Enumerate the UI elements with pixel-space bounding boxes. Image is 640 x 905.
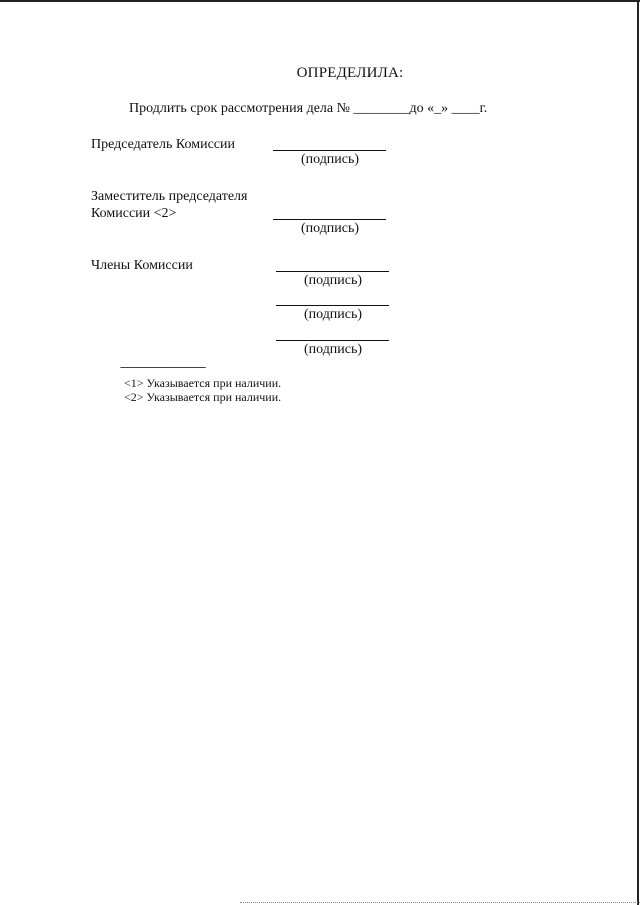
- deputy-label-line1: Заместитель председателя: [91, 189, 248, 204]
- member-2-signature-line: [276, 305, 389, 306]
- footnote-divider: --------------------------------: [120, 361, 206, 373]
- member-1-signature-caption: (подпись): [303, 273, 363, 288]
- chairman-label: Председатель Комиссии: [91, 137, 235, 152]
- members-label: Члены Комиссии: [91, 258, 193, 273]
- deputy-signature-line: [273, 219, 386, 220]
- member-3-signature-caption: (подпись): [303, 342, 363, 357]
- scan-edge-top: [0, 0, 640, 2]
- member-3-signature-line: [276, 340, 389, 341]
- scan-edge-bottom: [240, 902, 640, 904]
- footnote-2: <2> Указывается при наличии.: [124, 390, 282, 404]
- chairman-signature-caption: (подпись): [300, 152, 360, 167]
- scan-edge-right: [637, 0, 639, 905]
- member-1-signature-line: [276, 271, 389, 272]
- chairman-signature-line: [273, 150, 386, 151]
- page-title: ОПРЕДЕЛИЛА:: [296, 65, 404, 81]
- deputy-label-line2: Комиссии <2>: [91, 206, 177, 221]
- footnote-1: <1> Указывается при наличии.: [124, 376, 282, 390]
- extension-text: Продлить срок рассмотрения дела № ________до «_» ____г.: [129, 101, 488, 116]
- member-2-signature-caption: (подпись): [303, 307, 363, 322]
- deputy-signature-caption: (подпись): [300, 221, 360, 236]
